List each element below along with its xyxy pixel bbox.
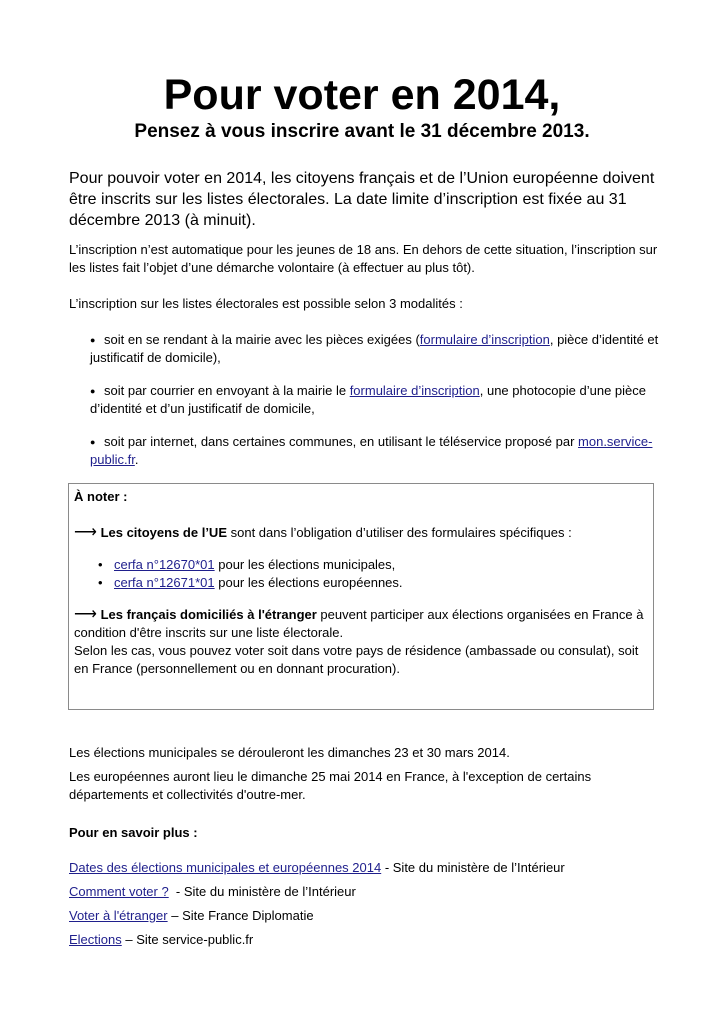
list-item: Dates des élections municipales et européennes 2014 - Site du ministère de l’Intérieur <box>69 860 565 875</box>
note-abroad-detail: Selon les cas, vous pouvez voter soit dans votre pays de résidence (ambassade ou consulat), soit en France (personnellement ou en donnant procuration). <box>74 643 639 676</box>
cerfa-list <box>74 556 649 592</box>
bullet-dot: ● <box>90 386 96 396</box>
bullet-dot: ● <box>90 437 96 447</box>
intro-paragraph: Pour pouvoir voter en 2014, les citoyens français et de l’Union européenne doivent être inscrits sur les listes électorales. La date limite d’inscription est fixée au 31 décembre 2013 (à minuit). <box>69 170 655 229</box>
list-item: Elections – Site service-public.fr <box>69 932 254 947</box>
page-subtitle: Pensez à vous inscrire avant le 31 décembre 2013. <box>134 121 590 142</box>
automatic-registration-paragraph: L’inscription n’est automatique pour les jeunes de 18 ans. En dehors de cette situation, l’inscription sur les listes fait l’objet d’une démarche volontaire (à effectuer au plus tôt). <box>69 242 658 275</box>
note-heading: À noter : <box>74 489 128 504</box>
registration-form-link[interactable]: formulaire d’inscription <box>419 332 550 347</box>
more-info-heading: Pour en savoir plus : <box>69 825 198 840</box>
vote-abroad-link[interactable]: Voter à l'étranger <box>69 908 168 923</box>
note-box <box>68 483 654 710</box>
elections-link[interactable]: Elections <box>69 932 122 947</box>
municipal-dates-paragraph: Les élections municipales se dérouleront les dimanches 23 et 30 mars 2014. <box>69 745 510 760</box>
list-item: Comment voter ? - Site du ministère de l’Intérieur <box>69 884 356 899</box>
bullet-courrier: ● soit par courrier en envoyant à la mairie le formulaire d’inscription, une photocopie d’une pièce d’identité et d’un justificatif de domicile, <box>90 383 646 416</box>
list-item: Voter à l'étranger – Site France Diplomatie <box>69 908 314 923</box>
cerfa-12671-link[interactable]: cerfa n°12671*01 <box>114 575 215 590</box>
arrow-icon: ⟶ <box>74 606 97 623</box>
more-info-links <box>69 859 669 949</box>
european-dates-paragraph: Les européennes auront lieu le dimanche 25 mai 2014 en France, à l'exception de certains départements et collectivités d'outre-mer. <box>69 769 592 802</box>
list-item: • cerfa n°12671*01 pour les élections européennes. <box>74 574 649 592</box>
registration-form-link[interactable]: formulaire d’inscription <box>349 383 480 398</box>
modalities-paragraph: L’inscription sur les listes électorales est possible selon 3 modalités : <box>69 296 463 311</box>
list-item: • cerfa n°12670*01 pour les élections municipales, <box>74 556 649 574</box>
cerfa-12670-link[interactable]: cerfa n°12670*01 <box>114 557 215 572</box>
bullet-internet: ● soit par internet, dans certaines communes, en utilisant le téléservice proposé par mon.service-public.fr. <box>90 434 653 467</box>
bullet-mairie: ● soit en se rendant à la mairie avec les pièces exigées (formulaire d’inscription, pièce d’identité et justificatif de domicile), <box>90 332 659 365</box>
how-to-vote-link[interactable]: Comment voter ? <box>69 884 169 899</box>
note-abroad-line: ⟶ Les français domiciliés à l'étranger peuvent participer aux élections organisées en France à condition d'être inscrits sur une liste électorale. <box>74 606 644 640</box>
note-ue-line: ⟶ Les citoyens de l’UE sont dans l’obligation d’utiliser des formulaires spécifiques : <box>74 524 572 541</box>
election-dates-link[interactable]: Dates des élections municipales et européennes 2014 <box>69 860 382 875</box>
page-title: Pour voter en 2014, <box>163 71 561 119</box>
arrow-icon: ⟶ <box>74 524 97 541</box>
service-public-link[interactable]: mon.service-public.fr <box>90 434 653 467</box>
bullet-dot: ● <box>90 335 96 345</box>
